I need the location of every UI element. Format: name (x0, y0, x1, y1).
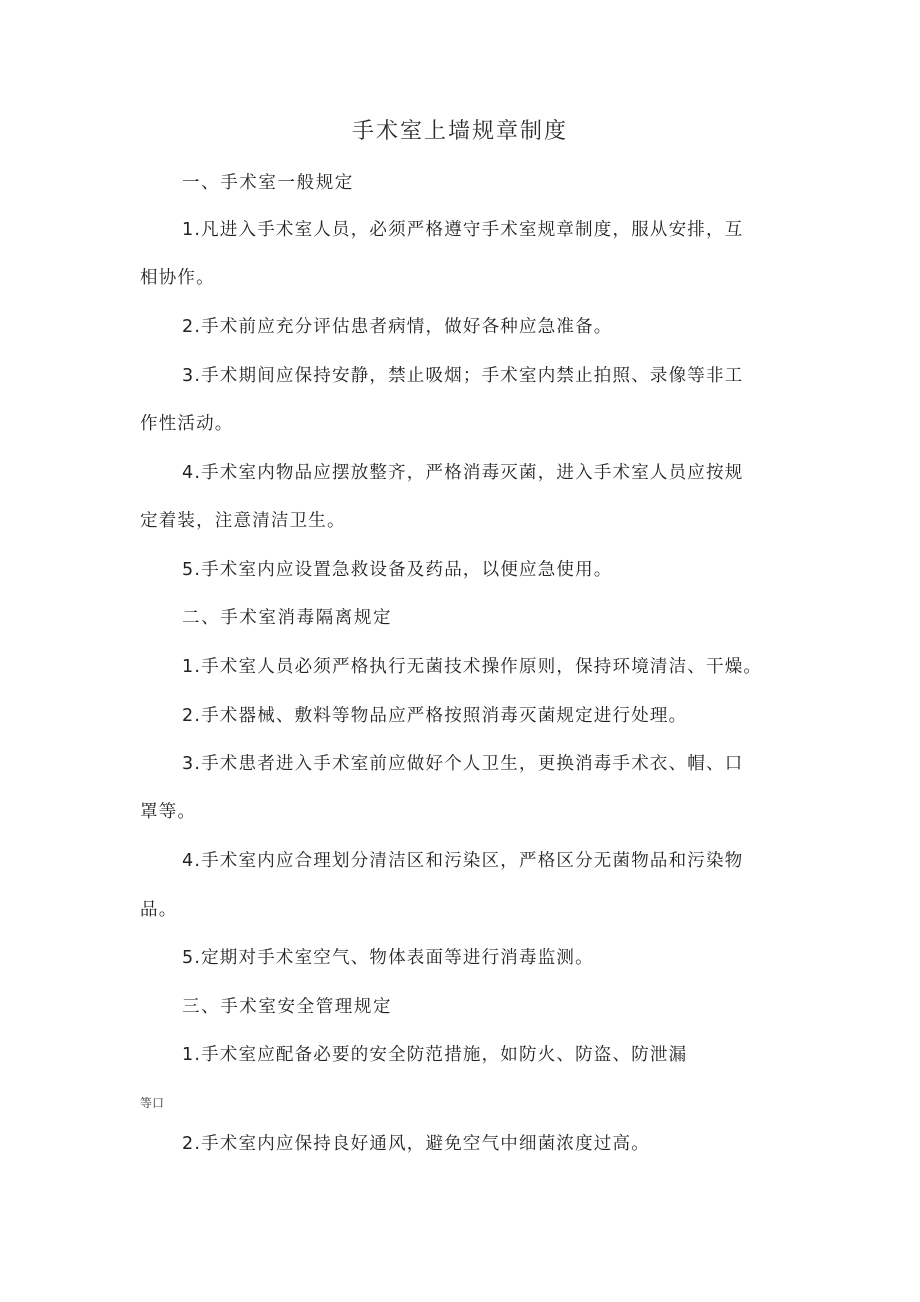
paragraph-line: 定着装，注意清洁卫生。 (140, 511, 346, 531)
paragraph-line: 3.手术患者进入手术室前应做好个人卫生，更换消毒手术衣、帽、口 (182, 754, 744, 774)
page-title: 手术室上墙规章制度 (351, 119, 568, 144)
paragraph-line: 1.手术室应配备必要的安全防范措施，如防火、防盗、防泄漏 (182, 1045, 688, 1065)
paragraph-line: 5.手术室内应设置急救设备及药品，以便应急使用。 (182, 560, 613, 580)
paragraph-line: 5.定期对手术室空气、物体表面等进行消毒监测。 (182, 948, 594, 968)
paragraph-line: 作性活动。 (140, 414, 234, 434)
paragraph-line: 4.手术室内物品应摆放整齐，严格消毒灭菌，进入手术室人员应按规 (182, 463, 744, 483)
paragraph-line: 相协作。 (140, 268, 215, 288)
paragraph-line: 罩等。 (140, 802, 197, 822)
paragraph-line: 2.手术器械、敷料等物品应严格按照消毒灭菌规定进行处理。 (182, 706, 688, 726)
paragraph-line-fragment: 等口 (140, 1096, 165, 1110)
paragraph-line: 3.手术期间应保持安静，禁止吸烟；手术室内禁止拍照、录像等非工 (182, 366, 744, 386)
section-heading-general: 一、手术室一般规定 (182, 173, 354, 193)
paragraph-line: 2.手术室内应保持良好通风，避免空气中细菌浓度过高。 (182, 1134, 650, 1154)
paragraph-line: 4.手术室内应合理划分清洁区和污染区，严格区分无菌物品和污染物 (182, 851, 744, 871)
paragraph-line: 1.手术室人员必须严格执行无菌技术操作原则，保持环境清洁、干燥。 (182, 657, 763, 677)
section-heading-safety: 三、手术室安全管理规定 (182, 997, 393, 1017)
paragraph-line: 1.凡进入手术室人员，必须严格遵守手术室规章制度，服从安排，互 (182, 220, 744, 240)
paragraph-line: 2.手术前应充分评估患者病情，做好各种应急准备。 (182, 317, 613, 337)
section-heading-disinfection: 二、手术室消毒隔离规定 (182, 608, 393, 628)
paragraph-line: 品。 (140, 900, 178, 920)
